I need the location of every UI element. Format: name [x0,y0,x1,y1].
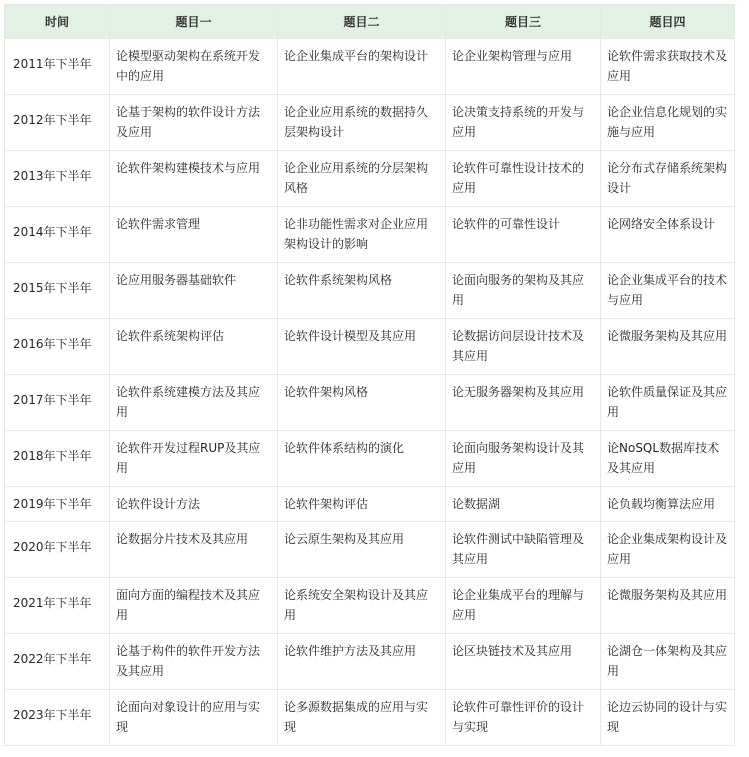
table-row [5,151,735,207]
year-cell: 2023年下半年 [5,690,110,746]
topic-cell: 论企业应用系统的数据持久层架构设计 [278,95,446,151]
topic-cell: 论多源数据集成的应用与实现 [278,690,446,746]
topic-cell: 论企业集成平台的架构设计 [278,39,446,95]
year-cell: 2019年下半年 [5,487,110,522]
topic-cell: 论企业架构管理与应用 [446,39,601,95]
table-row [5,207,735,263]
year-cell: 2014年下半年 [5,207,110,263]
topic-cell: 论软件需求获取技术及应用 [601,39,735,95]
topic-cell: 论软件开发过程RUP及其应用 [110,431,278,487]
topic-cell: 论面向对象设计的应用与实现 [110,690,278,746]
topic-cell: 论企业集成平台的技术与应用 [601,263,735,319]
topic-cell: 论面向服务架构设计及其应用 [446,431,601,487]
topic-cell: 论软件可靠性评价的设计与实现 [446,690,601,746]
header-topic-3: 题目三 [446,5,601,39]
topic-cell: 论企业应用系统的分层架构风格 [278,151,446,207]
topic-cell: 论微服务架构及其应用 [601,319,735,375]
topic-cell: 论应用服务器基础软件 [110,263,278,319]
topic-cell: 论基于架构的软件设计方法及应用 [110,95,278,151]
year-cell: 2016年下半年 [5,319,110,375]
table-row [5,39,735,95]
topic-cell: 论软件系统架构评估 [110,319,278,375]
topic-cell: 论软件设计模型及其应用 [278,319,446,375]
table-row [5,263,735,319]
topic-cell: 论决策支持系统的开发与应用 [446,95,601,151]
topic-cell: 论负载均衡算法应用 [601,487,735,522]
table-row [5,634,735,690]
exam-topics-table-container [4,4,734,746]
topic-cell: 论软件设计方法 [110,487,278,522]
topic-cell: 论软件需求管理 [110,207,278,263]
table-row [5,431,735,487]
topic-cell: 论软件架构评估 [278,487,446,522]
topic-cell: 面向方面的编程技术及其应用 [110,578,278,634]
header-topic-4: 题目四 [601,5,735,39]
topic-cell: 论企业集成架构设计及应用 [601,522,735,578]
topic-cell: 论分布式存储系统架构设计 [601,151,735,207]
table-row [5,578,735,634]
topic-cell: 论软件系统建模方法及其应用 [110,375,278,431]
header-topic-2: 题目二 [278,5,446,39]
topic-cell: 论软件维护方法及其应用 [278,634,446,690]
topic-cell: 论企业信息化规划的实施与应用 [601,95,735,151]
topic-cell: 论软件可靠性设计技术的应用 [446,151,601,207]
topic-cell: 论模型驱动架构在系统开发中的应用 [110,39,278,95]
topic-cell: 论湖仓一体架构及其应用 [601,634,735,690]
table-row [5,522,735,578]
topic-cell: 论边云协同的设计与实现 [601,690,735,746]
year-cell: 2022年下半年 [5,634,110,690]
topic-cell: 论软件体系结构的演化 [278,431,446,487]
topic-cell: 论无服务器架构及其应用 [446,375,601,431]
topic-cell: 论数据分片技术及其应用 [110,522,278,578]
year-cell: 2021年下半年 [5,578,110,634]
exam-topics-table [4,4,735,746]
topic-cell: 论非功能性需求对企业应用架构设计的影响 [278,207,446,263]
year-cell: 2015年下半年 [5,263,110,319]
topic-cell: 论数据湖 [446,487,601,522]
topic-cell: 论软件测试中缺陷管理及其应用 [446,522,601,578]
year-cell: 2012年下半年 [5,95,110,151]
topic-cell: 论软件质量保证及其应用 [601,375,735,431]
year-cell: 2020年下半年 [5,522,110,578]
topic-cell: 论区块链技术及其应用 [446,634,601,690]
table-header-row [5,5,735,39]
year-cell: 2018年下半年 [5,431,110,487]
topic-cell: 论NoSQL数据库技术及其应用 [601,431,735,487]
topic-cell: 论数据访问层设计技术及其应用 [446,319,601,375]
topic-cell: 论软件架构风格 [278,375,446,431]
topic-cell: 论云原生架构及其应用 [278,522,446,578]
topic-cell: 论软件系统架构风格 [278,263,446,319]
table-row [5,319,735,375]
year-cell: 2017年下半年 [5,375,110,431]
table-row [5,95,735,151]
topic-cell: 论系统安全架构设计及其应用 [278,578,446,634]
table-row [5,375,735,431]
topic-cell: 论软件架构建模技术与应用 [110,151,278,207]
topic-cell: 论网络安全体系设计 [601,207,735,263]
table-row [5,487,735,522]
topic-cell: 论微服务架构及其应用 [601,578,735,634]
topic-cell: 论面向服务的架构及其应用 [446,263,601,319]
year-cell: 2011年下半年 [5,39,110,95]
topic-cell: 论软件的可靠性设计 [446,207,601,263]
table-row [5,690,735,746]
header-topic-1: 题目一 [110,5,278,39]
topic-cell: 论企业集成平台的理解与应用 [446,578,601,634]
year-cell: 2013年下半年 [5,151,110,207]
topic-cell: 论基于构件的软件开发方法及其应用 [110,634,278,690]
header-time: 时间 [5,5,110,39]
